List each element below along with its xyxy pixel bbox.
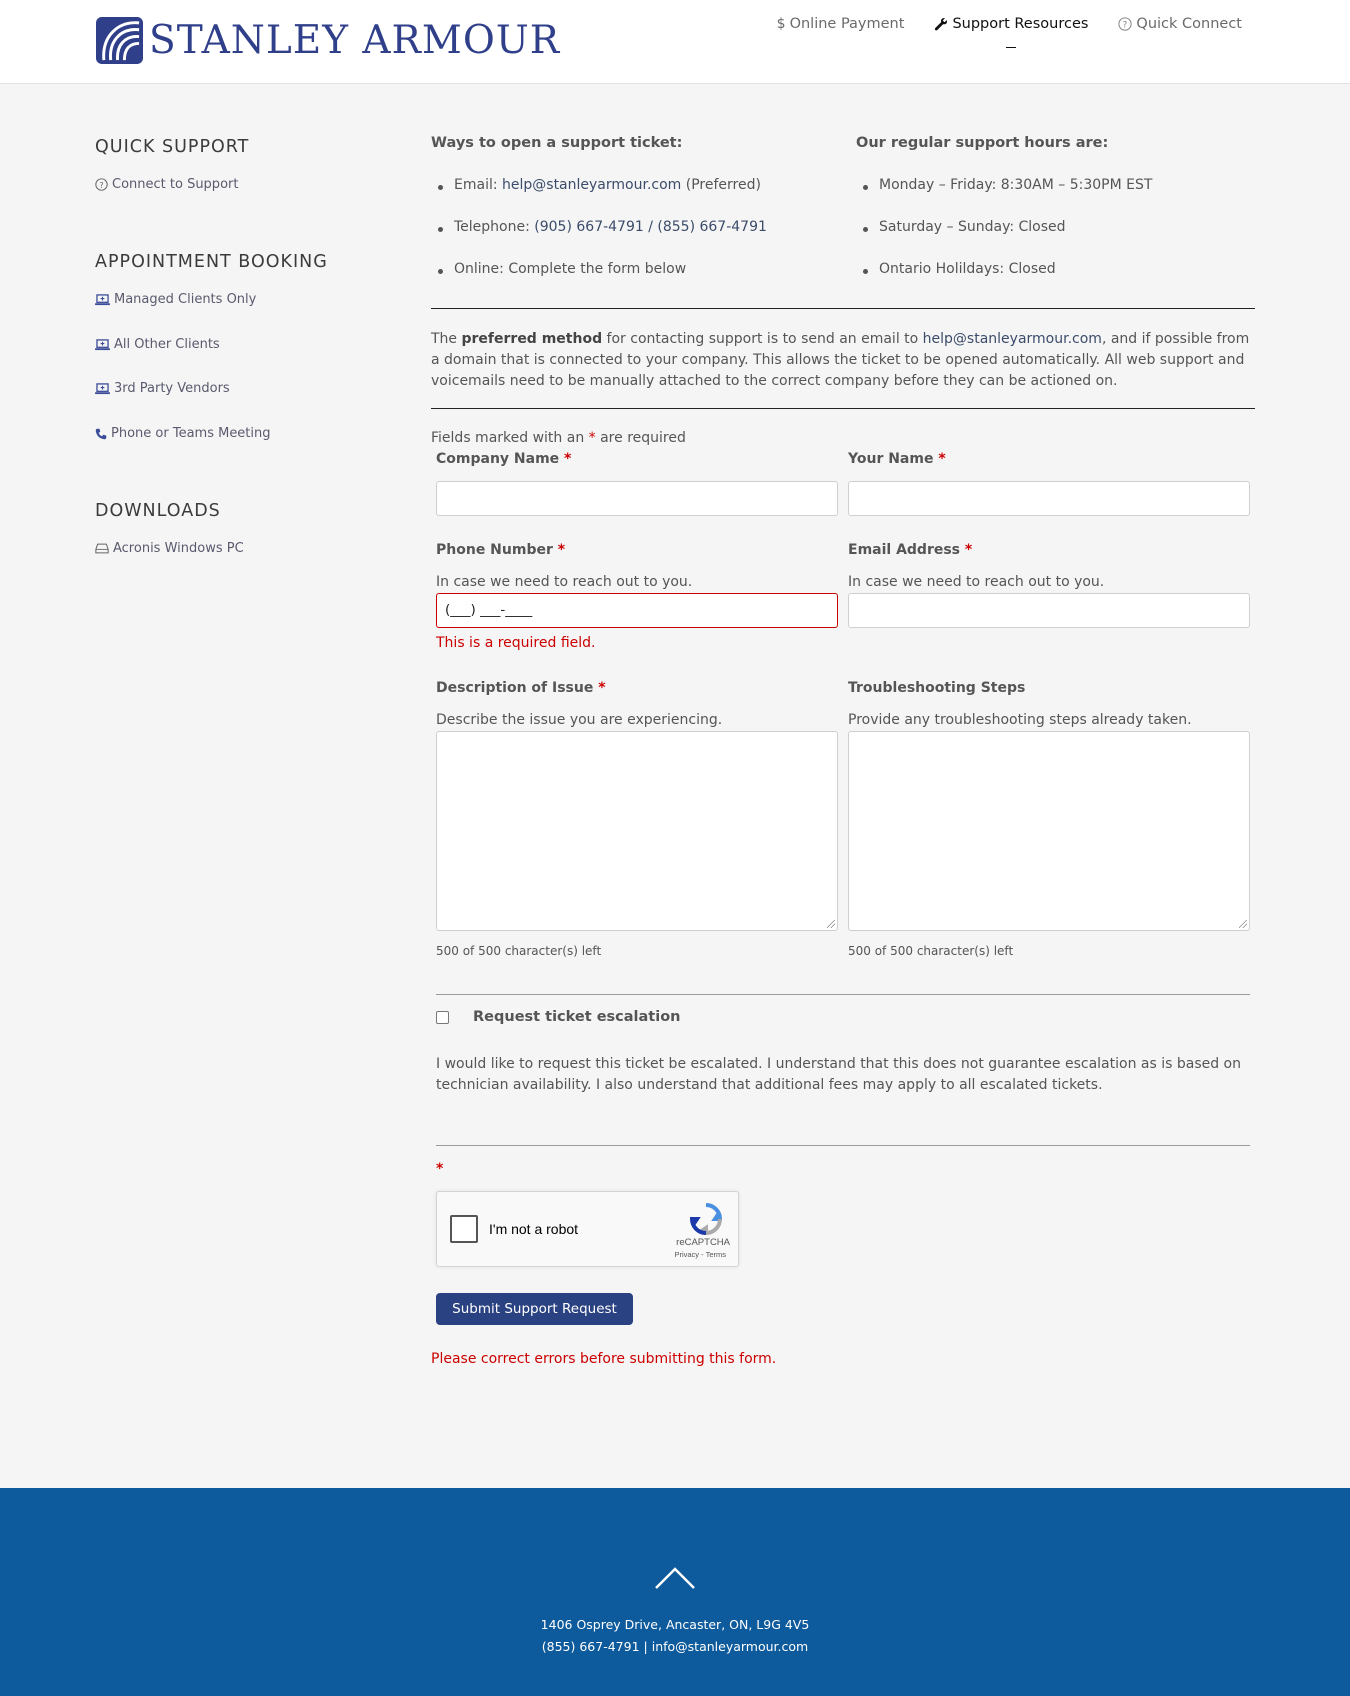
link-label: Managed Clients Only bbox=[114, 292, 257, 307]
logo-text: STANLEY ARMOUR bbox=[149, 17, 561, 63]
third-party-vendors-link[interactable] bbox=[95, 381, 230, 396]
required-star: * bbox=[598, 680, 606, 696]
divider bbox=[436, 994, 1250, 995]
troubleshooting-label: Troubleshooting Steps bbox=[848, 680, 1026, 696]
troubleshooting-textarea[interactable] bbox=[848, 731, 1250, 931]
divider bbox=[431, 408, 1255, 409]
troubleshooting-counter: 500 of 500 character(s) left bbox=[848, 944, 1014, 958]
all-other-clients-link[interactable] bbox=[95, 337, 220, 352]
description-textarea[interactable] bbox=[436, 731, 838, 931]
captcha-required-star: * bbox=[436, 1161, 444, 1177]
email-address-input[interactable] bbox=[848, 593, 1250, 628]
label-text: Email Address bbox=[848, 542, 961, 558]
phone-mask-value: (___) ___-____ bbox=[445, 602, 533, 618]
intro-paragraph bbox=[431, 329, 1255, 392]
link-label: 3rd Party Vendors bbox=[114, 381, 230, 396]
way-telephone-prefix: Telephone: bbox=[454, 219, 535, 235]
phone-number-label bbox=[436, 542, 565, 558]
footer-email-link[interactable]: info@stanleyarmour.com bbox=[651, 1639, 809, 1654]
intro-bold: preferred method bbox=[461, 331, 603, 347]
description-counter: 500 of 500 character(s) left bbox=[436, 944, 602, 958]
escalation-text: I would like to request this ticket be escalated. I understand that this does not guarantee escalation as is based on technician availability. I also understand that additional fees may apply to all escalated tickets. bbox=[436, 1056, 1241, 1093]
required-star: * bbox=[588, 430, 596, 446]
your-name-label bbox=[848, 451, 946, 467]
recaptcha-checkbox[interactable] bbox=[450, 1215, 478, 1243]
divider bbox=[431, 308, 1255, 309]
troubleshooting-hint: Provide any troubleshooting steps already taken. bbox=[848, 712, 1192, 728]
email-hint: In case we need to reach out to you. bbox=[848, 574, 1105, 590]
label-text: Company Name bbox=[436, 451, 560, 467]
phone-teams-meeting-link[interactable] bbox=[95, 426, 271, 441]
intro-text: for contacting support is to send an email to bbox=[602, 331, 923, 347]
way-email-suffix: (Preferred) bbox=[681, 177, 761, 193]
laptop-icon bbox=[95, 383, 110, 395]
way-email bbox=[454, 177, 761, 193]
back-to-top-chevron-up-icon[interactable] bbox=[654, 1566, 696, 1590]
intro-text: The bbox=[431, 331, 462, 347]
link-label: All Other Clients bbox=[114, 337, 220, 352]
link-label: Acronis Windows PC bbox=[113, 541, 244, 556]
nav-support-resources[interactable] bbox=[934, 16, 1088, 32]
recaptcha-logo-icon bbox=[688, 1201, 724, 1237]
managed-clients-link[interactable] bbox=[95, 292, 256, 307]
footer-contact bbox=[0, 1639, 1350, 1654]
connect-to-support-link[interactable] bbox=[95, 177, 238, 192]
form-error-message: Please correct errors before submitting this form. bbox=[431, 1351, 777, 1367]
main-nav bbox=[777, 16, 1242, 32]
recaptcha-label: I'm not a robot bbox=[489, 1221, 579, 1237]
way-email-prefix: Email: bbox=[454, 177, 503, 193]
your-name-input[interactable] bbox=[848, 481, 1250, 516]
hours-holidays: Ontario Holildays: Closed bbox=[879, 261, 1056, 277]
required-star: * bbox=[564, 451, 572, 467]
footer-address: 1406 Osprey Drive, Ancaster, ON, L9G 4V5 bbox=[540, 1617, 810, 1632]
nav-label: Online Payment bbox=[789, 16, 905, 32]
recaptcha-widget bbox=[436, 1191, 739, 1267]
question-circle-icon bbox=[1118, 17, 1132, 31]
phone-icon bbox=[95, 428, 107, 440]
footer-separator: | bbox=[639, 1639, 652, 1654]
downloads-heading: DOWNLOADS bbox=[95, 501, 221, 521]
footer-phone-link[interactable]: (855) 667-4791 bbox=[541, 1639, 640, 1654]
svg-text:?: ? bbox=[1123, 20, 1128, 31]
required-star: * bbox=[938, 451, 946, 467]
nav-label: Quick Connect bbox=[1136, 16, 1242, 32]
hours-heading: Our regular support hours are: bbox=[856, 135, 1109, 151]
dollar-icon: $ bbox=[776, 16, 786, 32]
description-hint: Describe the issue you are experiencing. bbox=[436, 712, 723, 728]
required-star: * bbox=[964, 542, 973, 558]
label-text: Phone Number bbox=[436, 542, 553, 558]
divider bbox=[436, 1145, 1250, 1146]
support-phone-link[interactable]: (905) 667-4791 / (855) 667-4791 bbox=[534, 219, 767, 235]
intro-email-link[interactable]: help@stanleyarmour.com bbox=[922, 331, 1102, 347]
description-label bbox=[436, 680, 606, 696]
nav-quick-connect[interactable] bbox=[1118, 16, 1242, 32]
link-label: Phone or Teams Meeting bbox=[111, 426, 271, 441]
way-telephone bbox=[454, 219, 767, 235]
phone-hint: In case we need to reach out to you. bbox=[436, 574, 693, 590]
ways-heading: Ways to open a support ticket: bbox=[431, 135, 683, 151]
email-address-label bbox=[848, 542, 972, 558]
submit-support-request-button[interactable]: Submit Support Request bbox=[436, 1293, 633, 1325]
phone-number-input[interactable] bbox=[436, 593, 838, 628]
recaptcha-brand: reCAPTCHA bbox=[676, 1237, 730, 1248]
label-text: Description of Issue bbox=[436, 680, 594, 696]
label-text: Your Name bbox=[848, 451, 934, 467]
hours-weekday: Monday – Friday: 8:30AM – 5:30PM EST bbox=[879, 177, 1153, 193]
escalation-label[interactable]: Request ticket escalation bbox=[473, 1009, 681, 1025]
site-header bbox=[0, 0, 1350, 84]
nav-label: Support Resources bbox=[952, 16, 1089, 32]
way-online: Online: Complete the form below bbox=[454, 261, 687, 277]
company-name-input[interactable] bbox=[436, 481, 838, 516]
phone-error: This is a required field. bbox=[436, 635, 596, 651]
site-footer bbox=[0, 1488, 1350, 1696]
svg-text:?: ? bbox=[99, 179, 104, 190]
quick-support-heading: QUICK SUPPORT bbox=[95, 137, 250, 157]
required-note-text: Fields marked with an bbox=[431, 430, 589, 446]
recaptcha-terms-link[interactable]: Privacy - Terms bbox=[674, 1250, 726, 1259]
acronis-windows-link[interactable] bbox=[95, 541, 244, 556]
intro-text: , and if possible from a domain that is connected to your company. This allows the ticket to be opened automatically. All web support and voicemails need to be manually attached to the correct company before they can be actioned on. bbox=[431, 331, 1250, 389]
required-note bbox=[431, 430, 686, 446]
question-circle-icon bbox=[95, 178, 108, 191]
required-star: * bbox=[557, 542, 566, 558]
wrench-icon bbox=[934, 17, 948, 31]
company-name-label bbox=[436, 451, 571, 467]
nav-online-payment[interactable] bbox=[777, 16, 905, 32]
required-note-text: are required bbox=[595, 430, 686, 446]
appointment-booking-heading: APPOINTMENT BOOKING bbox=[95, 252, 328, 272]
logo-swoosh-icon bbox=[96, 17, 143, 64]
link-label: Connect to Support bbox=[112, 177, 239, 192]
hdd-icon bbox=[95, 543, 109, 554]
hours-weekend: Saturday – Sunday: Closed bbox=[879, 219, 1066, 235]
logo[interactable] bbox=[96, 16, 560, 64]
laptop-icon bbox=[95, 294, 110, 306]
laptop-icon bbox=[95, 339, 110, 351]
escalation-checkbox[interactable] bbox=[436, 1011, 449, 1024]
support-email-link[interactable]: help@stanleyarmour.com bbox=[502, 177, 682, 193]
